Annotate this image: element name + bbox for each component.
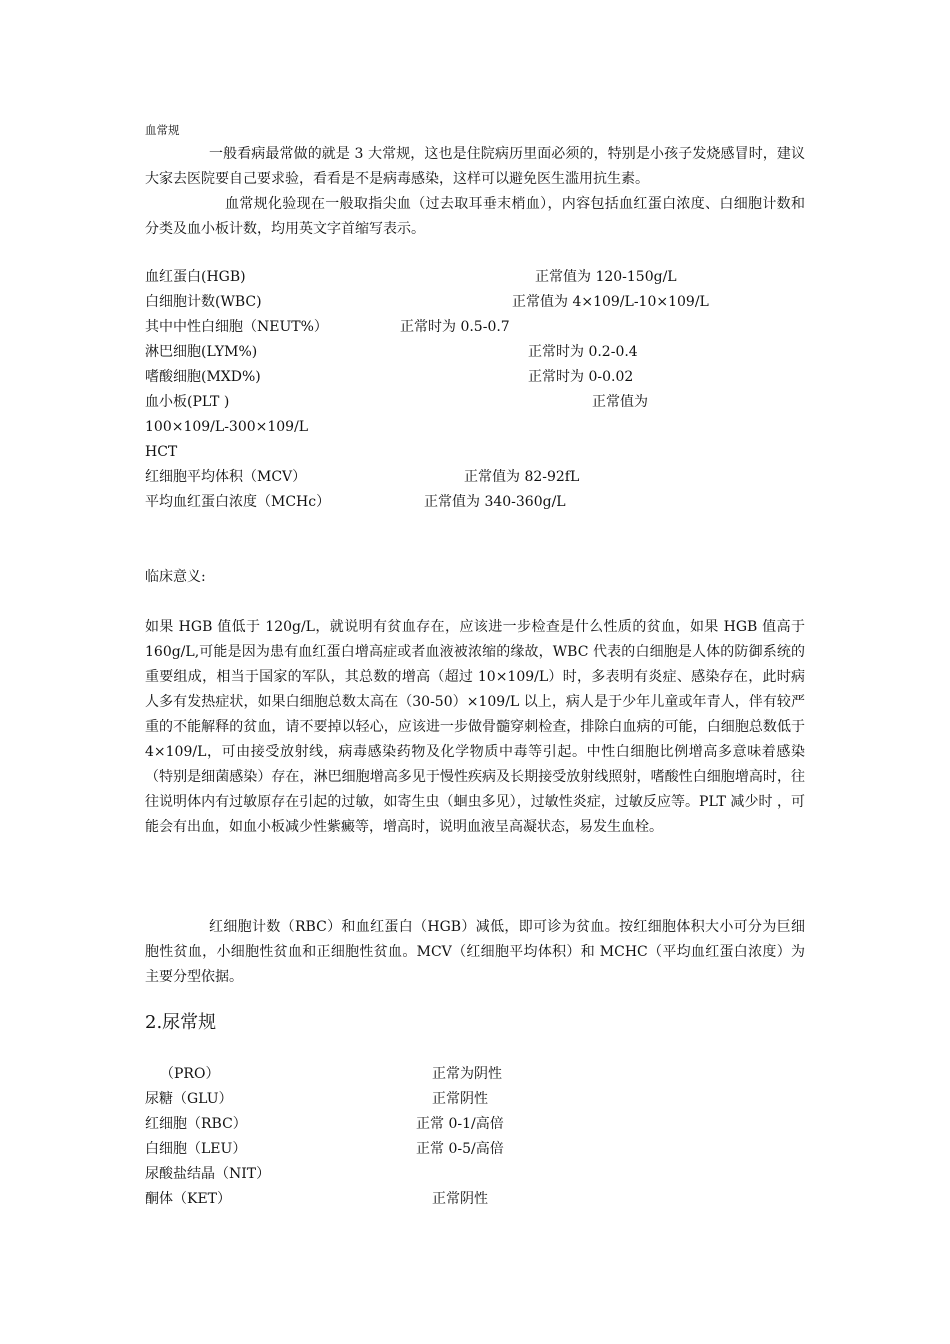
clinical-paragraph: 如果 HGB 值低于 120g/L，就说明有贫血存在，应该进一步检查是什么性质的贫血，如果 HGB 值高于 160g/L,可能是因为患有血红蛋白增高症或者血液被浓缩的缘故，WBC 代表的白细胞是人体的防御系统的重要组成，相当于国家的军队，其总数的增高（超过 10×109/L）时，多表明有炎症、感染存在，此时病人多有发热症状，如果白细胞总数太高在（30-50）×109/L 以上，病人是于少年儿童或年青人，伴有较严重的不能解释的贫血，请不要掉以轻心，应该进一步做骨髓穿刺检查，排除白血病的可能，白细胞总数低于 4×109/L，可由接受放射线，病毒感染药物及化学物质中毒等引起。中性白细胞比例增高多意味着感染（特别是细菌感染）存在，淋巴细胞增高多见于慢性疾病及长期接受放射线照射，嗜酸性白细胞增高时，往往说明体内有过敏原存在引起的过敏，如寄生虫（蛔虫多见），过敏性炎症，过敏反应等。PLT 减少时 ，可能会有出血，如血小板减少性紫癜等，增高时，说明血液呈高凝状态，易发生血栓。 bbox=[145, 619, 805, 835]
blood-item-value: 正常时为 0-0.02 bbox=[528, 369, 634, 385]
doc-title: 血常规 bbox=[145, 123, 180, 137]
blood-item-name: 红细胞平均体积（MCV） bbox=[145, 469, 307, 485]
blood-item-name: 100×109/L-300×109/L bbox=[145, 419, 309, 435]
anemia-paragraph: 红细胞计数（RBC）和血红蛋白（HGB）减低，即可诊为贫血。按红细胞体积大小可分为巨细胞性贫血，小细胞性贫血和正细胞性贫血。MCV（红细胞平均体积）和 MCHC（平均血红蛋白浓度）为主要分型依据。 bbox=[145, 919, 805, 985]
blood-item-name: 淋巴细胞(LYM%) bbox=[145, 344, 258, 360]
blood-item-name: 平均血红蛋白浓度（MCHc） bbox=[145, 494, 331, 510]
blood-item-name: 血小板(PLT ) bbox=[145, 394, 230, 410]
blood-item-name: 其中中性白细胞（NEUT%） bbox=[145, 319, 328, 335]
intro-paragraph-2: 血常规化验现在一般取指尖血（过去取耳垂末梢血），内容包括血红蛋白浓度、白细胞计数和分类及血小板计数，均用英文字首缩写表示。 bbox=[145, 196, 805, 237]
urine-item-name: 红细胞（RBC） bbox=[145, 1116, 247, 1132]
blood-item-name: 嗜酸细胞(MXD%) bbox=[145, 369, 261, 385]
blood-item-value: 正常值为 4×109/L-10×109/L bbox=[512, 294, 709, 310]
blood-item-value: 正常值为 bbox=[592, 394, 648, 410]
clinical-heading: 临床意义: bbox=[145, 569, 206, 585]
intro-paragraph-1: 一般看病最常做的就是 3 大常规，这也是住院病历里面必须的，特别是小孩子发烧感冒时，建议大家去医院要自己要求验，看看是不是病毒感染，这样可以避免医生滥用抗生素。 bbox=[145, 146, 805, 187]
urine-item-value: 正常阴性 bbox=[432, 1191, 488, 1207]
blood-item-value: 正常值为 82-92fL bbox=[464, 469, 580, 485]
urine-item-name: （PRO） bbox=[160, 1066, 220, 1082]
blood-item-value: 正常时为 0.5-0.7 bbox=[400, 319, 510, 335]
urine-item-name: 白细胞（LEU） bbox=[145, 1141, 247, 1157]
blood-item-name: HCT bbox=[145, 444, 178, 460]
urine-item-value: 正常 0-1/高倍 bbox=[416, 1116, 504, 1132]
urine-item-name: 尿糖（GLU） bbox=[145, 1091, 233, 1107]
blood-item-value: 正常时为 0.2-0.4 bbox=[528, 344, 638, 360]
blood-item-value: 正常值为 120-150g/L bbox=[535, 269, 677, 285]
urine-item-name: 酮体（KET） bbox=[145, 1191, 232, 1207]
urine-heading: 2.尿常规 bbox=[145, 1012, 217, 1033]
blood-item-value: 正常值为 340-360g/L bbox=[424, 494, 566, 510]
urine-item-value: 正常 0-5/高倍 bbox=[416, 1141, 504, 1157]
urine-item-value: 正常阴性 bbox=[432, 1091, 488, 1107]
blood-item-name: 血红蛋白(HGB) bbox=[145, 269, 246, 285]
blood-item-name: 白细胞计数(WBC) bbox=[145, 294, 262, 310]
urine-item-name: 尿酸盐结晶（NIT） bbox=[145, 1166, 271, 1182]
urine-item-value: 正常为阴性 bbox=[432, 1066, 502, 1082]
